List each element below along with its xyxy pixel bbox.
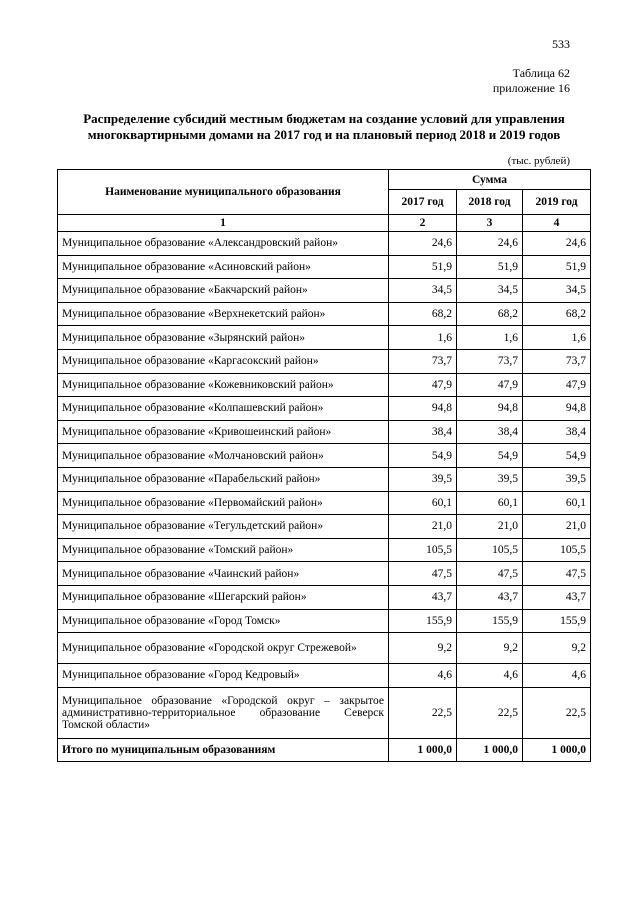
value-2018: 9,2 xyxy=(457,633,523,664)
value-2019: 155,9 xyxy=(523,609,591,633)
value-2017: 9,2 xyxy=(389,633,457,664)
value-2018: 155,9 xyxy=(457,609,523,633)
value-2018: 54,9 xyxy=(457,444,523,468)
table-row xyxy=(58,232,591,256)
value-2019: 34,5 xyxy=(523,279,591,303)
value-2017: 54,9 xyxy=(389,444,457,468)
municipality-name: Муниципальное образование «Городской округ – закрытое административно-территориальное образование Северск Томской области» xyxy=(58,687,389,738)
table-row xyxy=(58,467,591,491)
value-2017: 21,0 xyxy=(389,515,457,539)
header-sum: Сумма xyxy=(389,170,591,190)
table-row xyxy=(58,609,591,633)
value-2018: 22,5 xyxy=(457,687,523,738)
value-2017: 24,6 xyxy=(389,232,457,256)
value-2017: 1,6 xyxy=(389,326,457,350)
municipality-name: Муниципальное образование «Город Кедровый» xyxy=(58,664,389,688)
value-2017: 47,9 xyxy=(389,373,457,397)
value-2018: 43,7 xyxy=(457,585,523,609)
municipality-name: Муниципальное образование «Зырянский район» xyxy=(58,326,389,350)
municipality-name: Муниципальное образование «Парабельский район» xyxy=(58,467,389,491)
value-2018: 47,9 xyxy=(457,373,523,397)
value-2017: 94,8 xyxy=(389,397,457,421)
value-2019: 105,5 xyxy=(523,538,591,562)
table-row xyxy=(58,491,591,515)
value-2018: 21,0 xyxy=(457,515,523,539)
municipality-name: Муниципальное образование «Молчановский район» xyxy=(58,444,389,468)
value-2019: 54,9 xyxy=(523,444,591,468)
table-row xyxy=(58,633,591,664)
table-row xyxy=(58,326,591,350)
value-2019: 39,5 xyxy=(523,467,591,491)
total-label: Итого по муниципальным образованиям xyxy=(58,738,389,761)
page-number: 533 xyxy=(552,37,570,51)
value-2019: 9,2 xyxy=(523,633,591,664)
document-title: Распределение субсидий местным бюджетам на создание условий для управления многоквартирными домами на 2017 год и на плановый период 2018 и 2019 годов xyxy=(83,111,565,142)
table-row xyxy=(58,349,591,373)
table-body xyxy=(58,232,591,739)
subsidy-table xyxy=(57,169,591,762)
value-2018: 4,6 xyxy=(457,664,523,688)
municipality-name: Муниципальное образование «Чаинский район» xyxy=(58,562,389,586)
municipality-name: Муниципальное образование «Город Томск» xyxy=(58,609,389,633)
value-2017: 47,5 xyxy=(389,562,457,586)
municipality-name: Муниципальное образование «Кривошеинский район» xyxy=(58,420,389,444)
column-number: 1 xyxy=(58,215,389,232)
value-2017: 105,5 xyxy=(389,538,457,562)
table-row xyxy=(58,373,591,397)
municipality-name: Муниципальное образование «Шегарский район» xyxy=(58,585,389,609)
column-number: 4 xyxy=(523,215,591,232)
value-2019: 73,7 xyxy=(523,349,591,373)
table-row xyxy=(58,255,591,279)
table-row xyxy=(58,302,591,326)
value-2018: 73,7 xyxy=(457,349,523,373)
municipality-name: Муниципальное образование «Асиновский район» xyxy=(58,255,389,279)
municipality-name: Муниципальное образование «Первомайский район» xyxy=(58,491,389,515)
value-2018: 60,1 xyxy=(457,491,523,515)
value-2017: 73,7 xyxy=(389,349,457,373)
value-2018: 39,5 xyxy=(457,467,523,491)
table-row xyxy=(58,687,591,738)
value-2019: 22,5 xyxy=(523,687,591,738)
value-2019: 21,0 xyxy=(523,515,591,539)
value-2019: 60,1 xyxy=(523,491,591,515)
municipality-name: Муниципальное образование «Тегульдетский район» xyxy=(58,515,389,539)
table-reference xyxy=(493,66,570,96)
column-number: 3 xyxy=(457,215,523,232)
table-row xyxy=(58,444,591,468)
value-2019: 38,4 xyxy=(523,420,591,444)
value-2017: 4,6 xyxy=(389,664,457,688)
table-row xyxy=(58,585,591,609)
value-2019: 51,9 xyxy=(523,255,591,279)
municipality-name: Муниципальное образование «Томский район» xyxy=(58,538,389,562)
value-2018: 94,8 xyxy=(457,397,523,421)
value-2018: 34,5 xyxy=(457,279,523,303)
value-2017: 43,7 xyxy=(389,585,457,609)
table-label: Таблица 62 xyxy=(512,66,570,80)
value-2019: 47,9 xyxy=(523,373,591,397)
value-2019: 24,6 xyxy=(523,232,591,256)
header-year-2019: 2019 год xyxy=(523,190,591,215)
value-2019: 1,6 xyxy=(523,326,591,350)
value-2018: 105,5 xyxy=(457,538,523,562)
value-2017: 51,9 xyxy=(389,255,457,279)
value-2017: 155,9 xyxy=(389,609,457,633)
table-row xyxy=(58,279,591,303)
total-row xyxy=(58,738,591,761)
value-2019: 47,5 xyxy=(523,562,591,586)
municipality-name: Муниципальное образование «Бакчарский район» xyxy=(58,279,389,303)
table-row xyxy=(58,562,591,586)
value-2017: 22,5 xyxy=(389,687,457,738)
header-name: Наименование муниципального образования xyxy=(58,170,389,215)
value-2017: 60,1 xyxy=(389,491,457,515)
total-2018: 1 000,0 xyxy=(457,738,523,761)
value-2017: 34,5 xyxy=(389,279,457,303)
header-year-2017: 2017 год xyxy=(389,190,457,215)
municipality-name: Муниципальное образование «Каргасокский район» xyxy=(58,349,389,373)
municipality-name: Муниципальное образование «Городской округ Стрежевой» xyxy=(58,633,389,664)
municipality-name: Муниципальное образование «Александровский район» xyxy=(58,232,389,256)
value-2017: 38,4 xyxy=(389,420,457,444)
value-2018: 51,9 xyxy=(457,255,523,279)
value-2019: 68,2 xyxy=(523,302,591,326)
value-2018: 47,5 xyxy=(457,562,523,586)
table-row xyxy=(58,664,591,688)
municipality-name: Муниципальное образование «Верхнекетский район» xyxy=(58,302,389,326)
total-2019: 1 000,0 xyxy=(523,738,591,761)
column-number: 2 xyxy=(389,215,457,232)
value-2019: 4,6 xyxy=(523,664,591,688)
table-row xyxy=(58,420,591,444)
municipality-name: Муниципальное образование «Кожевниковский район» xyxy=(58,373,389,397)
header-year-2018: 2018 год xyxy=(457,190,523,215)
value-2019: 94,8 xyxy=(523,397,591,421)
appendix-label: приложение 16 xyxy=(492,81,570,95)
value-2019: 43,7 xyxy=(523,585,591,609)
table-row xyxy=(58,538,591,562)
table-row xyxy=(58,515,591,539)
municipality-name: Муниципальное образование «Колпашевский район» xyxy=(58,397,389,421)
value-2018: 24,6 xyxy=(457,232,523,256)
value-2017: 39,5 xyxy=(389,467,457,491)
table-row xyxy=(58,397,591,421)
value-2017: 68,2 xyxy=(389,302,457,326)
units-label: (тыс. рублей) xyxy=(507,155,570,167)
total-2017: 1 000,0 xyxy=(389,738,457,761)
value-2018: 38,4 xyxy=(457,420,523,444)
value-2018: 68,2 xyxy=(457,302,523,326)
value-2018: 1,6 xyxy=(457,326,523,350)
